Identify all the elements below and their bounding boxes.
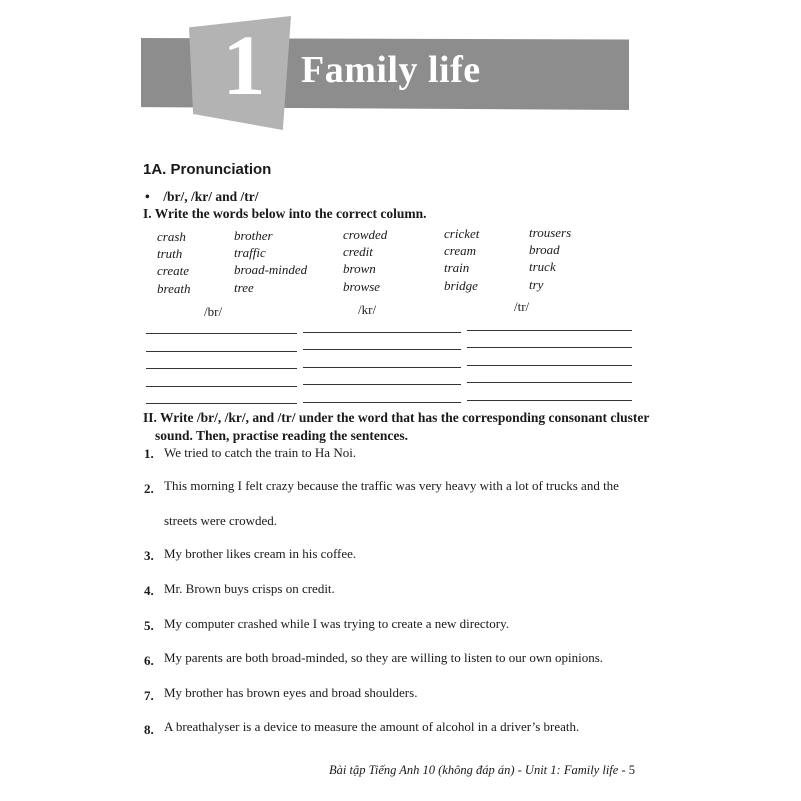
sentence-text: A breathalyser is a device to measure the amount of alcohol in a driver’s breath. bbox=[164, 719, 580, 734]
word-cell: cricket bbox=[444, 226, 480, 241]
answer-line[interactable] bbox=[467, 365, 632, 366]
sentence-text: My brother has brown eyes and broad shoulders. bbox=[164, 685, 418, 700]
sentence-continuation: streets were crowded. bbox=[164, 513, 277, 528]
topic-text: /br/, /kr/ and /tr/ bbox=[163, 189, 259, 204]
sentence-number: 1. bbox=[144, 446, 154, 461]
answer-line[interactable] bbox=[146, 351, 297, 352]
word-cell: cream bbox=[444, 243, 477, 258]
bullet: • bbox=[145, 189, 164, 204]
column-header-br: /br/ bbox=[204, 304, 223, 319]
word-cell: truth bbox=[157, 246, 183, 261]
sentence-text: We tried to catch the train to Ha Noi. bbox=[164, 445, 357, 460]
word-cell: breath bbox=[157, 281, 191, 296]
word-cell: traffic bbox=[234, 245, 266, 260]
exercise2-instruction-line1: II. Write /br/, /kr/, and /tr/ under the word that has the corresponding consonant cluster bbox=[143, 410, 650, 425]
unit-title: Family life bbox=[301, 49, 481, 91]
word-cell: bridge bbox=[444, 278, 478, 293]
answer-line[interactable] bbox=[146, 368, 297, 369]
answer-line[interactable] bbox=[146, 403, 297, 404]
section-topic bbox=[145, 189, 259, 205]
answer-line[interactable] bbox=[146, 386, 297, 387]
answer-line[interactable] bbox=[303, 402, 461, 403]
column-header-tr: /tr/ bbox=[514, 299, 530, 314]
word-cell: brown bbox=[343, 261, 376, 276]
word-cell: create bbox=[157, 263, 189, 278]
sentence-number: 8. bbox=[144, 722, 154, 737]
word-cell: credit bbox=[343, 244, 373, 259]
column-header-kr: /kr/ bbox=[358, 302, 377, 317]
word-cell: browse bbox=[343, 279, 381, 294]
answer-line[interactable] bbox=[467, 347, 632, 348]
exercise1-instruction: I. Write the words below into the correct column. bbox=[143, 206, 427, 221]
sentence-number: 7. bbox=[144, 688, 154, 703]
word-cell: brother bbox=[234, 228, 273, 243]
sentence-text: This morning I felt crazy because the traffic was very heavy with a lot of trucks and the bbox=[164, 478, 619, 493]
exercise2-instruction-line2: sound. Then, practise reading the sentences. bbox=[155, 428, 409, 443]
answer-line[interactable] bbox=[303, 367, 461, 368]
answer-line[interactable] bbox=[303, 384, 461, 385]
word-cell: truck bbox=[529, 259, 556, 274]
unit-banner bbox=[141, 17, 631, 118]
sentence-text: My parents are both broad-minded, so they are willing to listen to our own opinions. bbox=[164, 650, 604, 665]
answer-line[interactable] bbox=[146, 333, 297, 334]
word-cell: tree bbox=[234, 280, 254, 295]
sentence-text: My brother likes cream in his coffee. bbox=[164, 546, 357, 561]
answer-line[interactable] bbox=[303, 349, 461, 350]
word-cell: crash bbox=[157, 229, 186, 244]
word-cell: train bbox=[444, 260, 470, 275]
sentence-number: 3. bbox=[144, 548, 154, 563]
sentence-number: 5. bbox=[144, 618, 154, 633]
word-cell: broad-minded bbox=[234, 262, 308, 277]
unit-number: 1 bbox=[222, 17, 266, 113]
page-footer bbox=[329, 763, 635, 778]
sentence-text: Mr. Brown buys crisps on credit. bbox=[164, 581, 335, 596]
word-cell: crowded bbox=[343, 227, 388, 242]
footer-text: Bài tập Tiếng Anh 10 (không đáp án) - Unit 1: Family life bbox=[329, 763, 619, 777]
word-cell: broad bbox=[529, 242, 560, 257]
word-cell: try bbox=[529, 277, 544, 292]
word-cell: trousers bbox=[529, 225, 572, 240]
sentence-text: My computer crashed while I was trying to create a new directory. bbox=[164, 616, 509, 631]
page-number: - 5 bbox=[621, 763, 635, 777]
answer-line[interactable] bbox=[467, 382, 632, 383]
sentence-number: 2. bbox=[144, 481, 154, 496]
section-title: 1A. Pronunciation bbox=[143, 161, 272, 178]
sentence-number: 6. bbox=[144, 653, 154, 668]
answer-line[interactable] bbox=[467, 400, 632, 401]
sentence-number: 4. bbox=[144, 583, 154, 598]
answer-line[interactable] bbox=[303, 332, 461, 333]
answer-line[interactable] bbox=[467, 330, 632, 331]
